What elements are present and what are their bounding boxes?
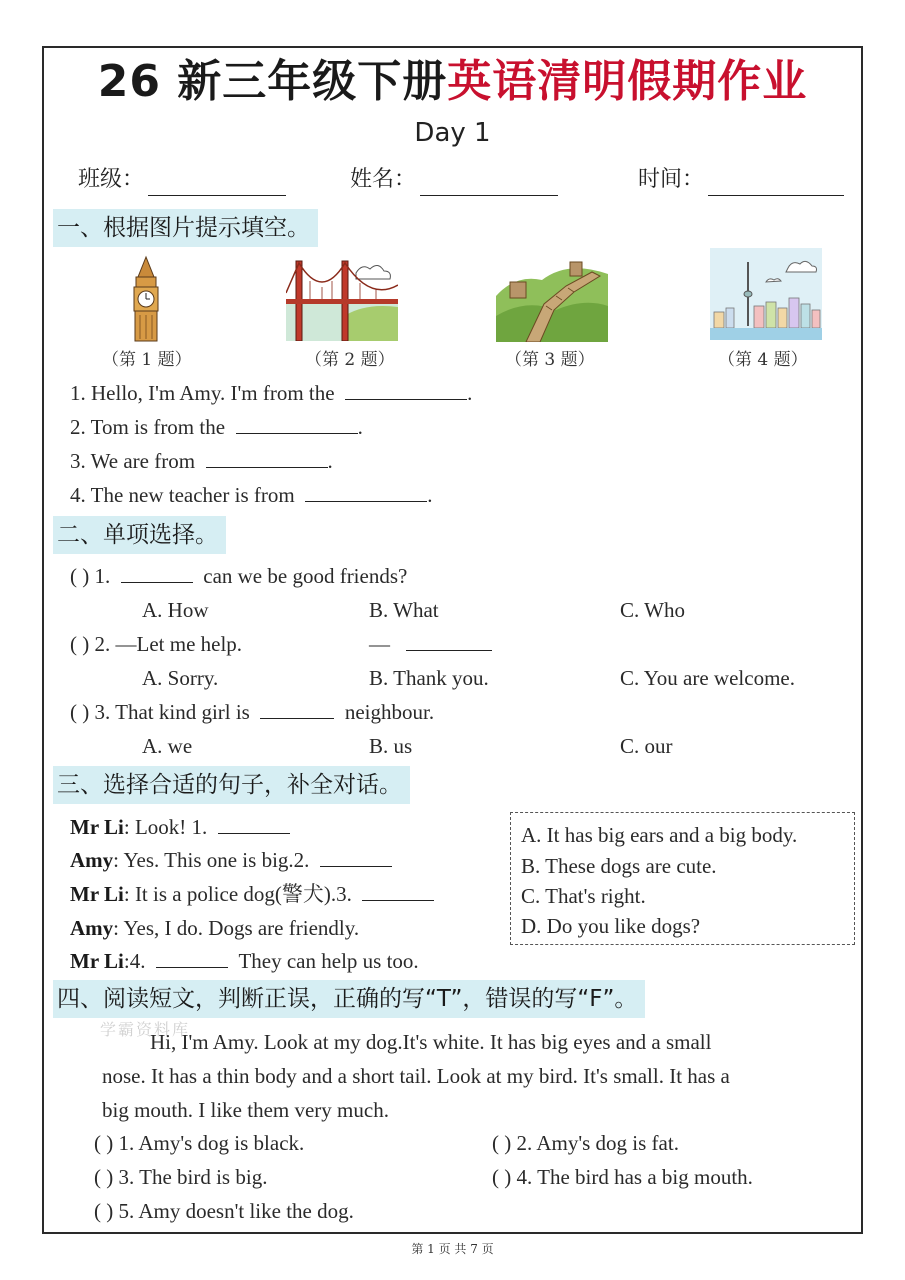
tf-item-3: ( ) 3. The bird is big. — [94, 1165, 268, 1189]
caption-4: （第 4 题） — [718, 350, 808, 370]
dialogue-line-2: Amy: Yes. This one is big.2. — [70, 845, 392, 875]
s1-question-3: 3. We are from . — [70, 449, 333, 473]
passage-line-3: big mouth. I like them very much. — [102, 1098, 389, 1122]
s2-blank-3[interactable] — [260, 699, 334, 719]
tf-item-2: ( ) 2. Amy's dog is fat. — [492, 1131, 679, 1155]
dialogue-line-1: Mr Li: Look! 1. — [70, 812, 290, 842]
name-label: 姓名： — [350, 167, 417, 192]
time-label: 时间： — [638, 167, 705, 192]
s1-question-4: 4. The new teacher is from . — [70, 483, 433, 507]
s1-blank-4[interactable] — [305, 482, 427, 502]
page-footer: 第 1 页 共 7 页 — [411, 1242, 494, 1256]
section3-heading: 三、选择合适的句子，补全对话。 — [53, 766, 410, 804]
big-ben-picture — [125, 255, 167, 343]
s2-q3-option-c: C. our — [620, 734, 673, 758]
title-red: 英语清明假期作业 — [447, 56, 808, 107]
s2-blank-2[interactable] — [406, 631, 492, 651]
class-field[interactable] — [78, 164, 286, 196]
s3-blank-4[interactable] — [156, 948, 228, 968]
sentence-option-d: D. Do you like dogs? — [521, 914, 701, 938]
tf-paren-4[interactable]: ( ) — [492, 1165, 512, 1189]
s3-blank-1[interactable] — [218, 814, 290, 834]
s2-q1-option-c: C. Who — [620, 598, 685, 622]
title-black: 26 新三年级下册 — [97, 56, 448, 107]
dialogue-line-5: Mr Li:4. They can help us too. — [70, 949, 419, 973]
s2-question-3: ( ) 3. That kind girl is neighbour. — [70, 700, 435, 724]
day-label: Day 1 — [414, 118, 491, 148]
s2-q1-option-b: B. What — [369, 598, 439, 622]
section4-heading: 四、阅读短文，判断正误，正确的写“T”，错误的写“F”。 — [53, 980, 645, 1018]
passage-line-1: Hi, I'm Amy. Look at my dog.It's white. It has big eyes and a small — [150, 1030, 712, 1054]
tf-item-5: ( ) 5. Amy doesn't like the dog. — [94, 1199, 354, 1223]
time-blank[interactable] — [708, 172, 844, 196]
s2-q2-option-b: B. Thank you. — [369, 666, 489, 690]
s1-blank-3[interactable] — [206, 448, 328, 468]
sentence-option-c: C. That's right. — [521, 884, 646, 908]
s2-paren-2[interactable]: ( ) — [70, 632, 90, 656]
s2-q2-reply: — — [369, 629, 492, 659]
s2-q3-option-b: B. us — [369, 734, 413, 758]
class-label: 班级： — [78, 167, 145, 192]
tf-item-1: ( ) 1. Amy's dog is black. — [94, 1131, 305, 1155]
toronto-skyline-picture — [710, 248, 822, 340]
s2-q1-option-a: A. How — [142, 598, 209, 622]
s2-blank-1[interactable] — [121, 563, 193, 583]
section1-heading: 一、根据图片提示填空。 — [53, 209, 318, 247]
s2-q2-option-a: A. Sorry. — [142, 666, 219, 690]
name-blank[interactable] — [420, 172, 558, 196]
caption-2: （第 2 题） — [305, 350, 395, 370]
dialogue-line-3: Mr Li: It is a police dog(警犬).3. — [70, 879, 434, 909]
tf-item-4: ( ) 4. The bird has a big mouth. — [492, 1165, 753, 1189]
s2-q3-option-a: A. we — [142, 734, 193, 758]
tf-paren-2[interactable]: ( ) — [492, 1131, 512, 1155]
s1-blank-1[interactable] — [345, 380, 467, 400]
watermark: 学霸资料库 — [100, 1020, 191, 1039]
s2-question-1: ( ) 1. can we be good friends? — [70, 564, 408, 588]
page-title — [0, 54, 905, 110]
sentence-option-a: A. It has big ears and a big body. — [521, 823, 798, 847]
s2-question-2: ( ) 2. —Let me help. — [70, 632, 243, 656]
name-field[interactable] — [350, 164, 558, 196]
tf-paren-5[interactable]: ( ) — [94, 1199, 114, 1223]
great-wall-picture — [496, 256, 608, 342]
time-field[interactable] — [638, 164, 844, 196]
section2-heading: 二、单项选择。 — [53, 516, 226, 554]
s1-blank-2[interactable] — [236, 414, 358, 434]
passage-line-2: nose. It has a thin body and a short tail. Look at my bird. It's small. It has a — [102, 1064, 730, 1088]
caption-1: （第 1 题） — [102, 350, 192, 370]
class-blank[interactable] — [148, 172, 286, 196]
s2-paren-1[interactable]: ( ) — [70, 564, 90, 588]
sentence-option-b: B. These dogs are cute. — [521, 854, 717, 878]
golden-gate-bridge-picture — [286, 255, 398, 341]
s1-question-1: 1. Hello, I'm Amy. I'm from the . — [70, 381, 473, 405]
s2-q2-option-c: C. You are welcome. — [620, 666, 795, 690]
tf-paren-1[interactable]: ( ) — [94, 1131, 114, 1155]
dialogue-line-4: Amy: Yes, I do. Dogs are friendly. — [70, 916, 360, 940]
s2-paren-3[interactable]: ( ) — [70, 700, 90, 724]
s3-blank-3[interactable] — [362, 881, 434, 901]
s3-blank-2[interactable] — [320, 847, 392, 867]
caption-3: （第 3 题） — [505, 350, 595, 370]
tf-paren-3[interactable]: ( ) — [94, 1165, 114, 1189]
s1-question-2: 2. Tom is from the . — [70, 415, 363, 439]
